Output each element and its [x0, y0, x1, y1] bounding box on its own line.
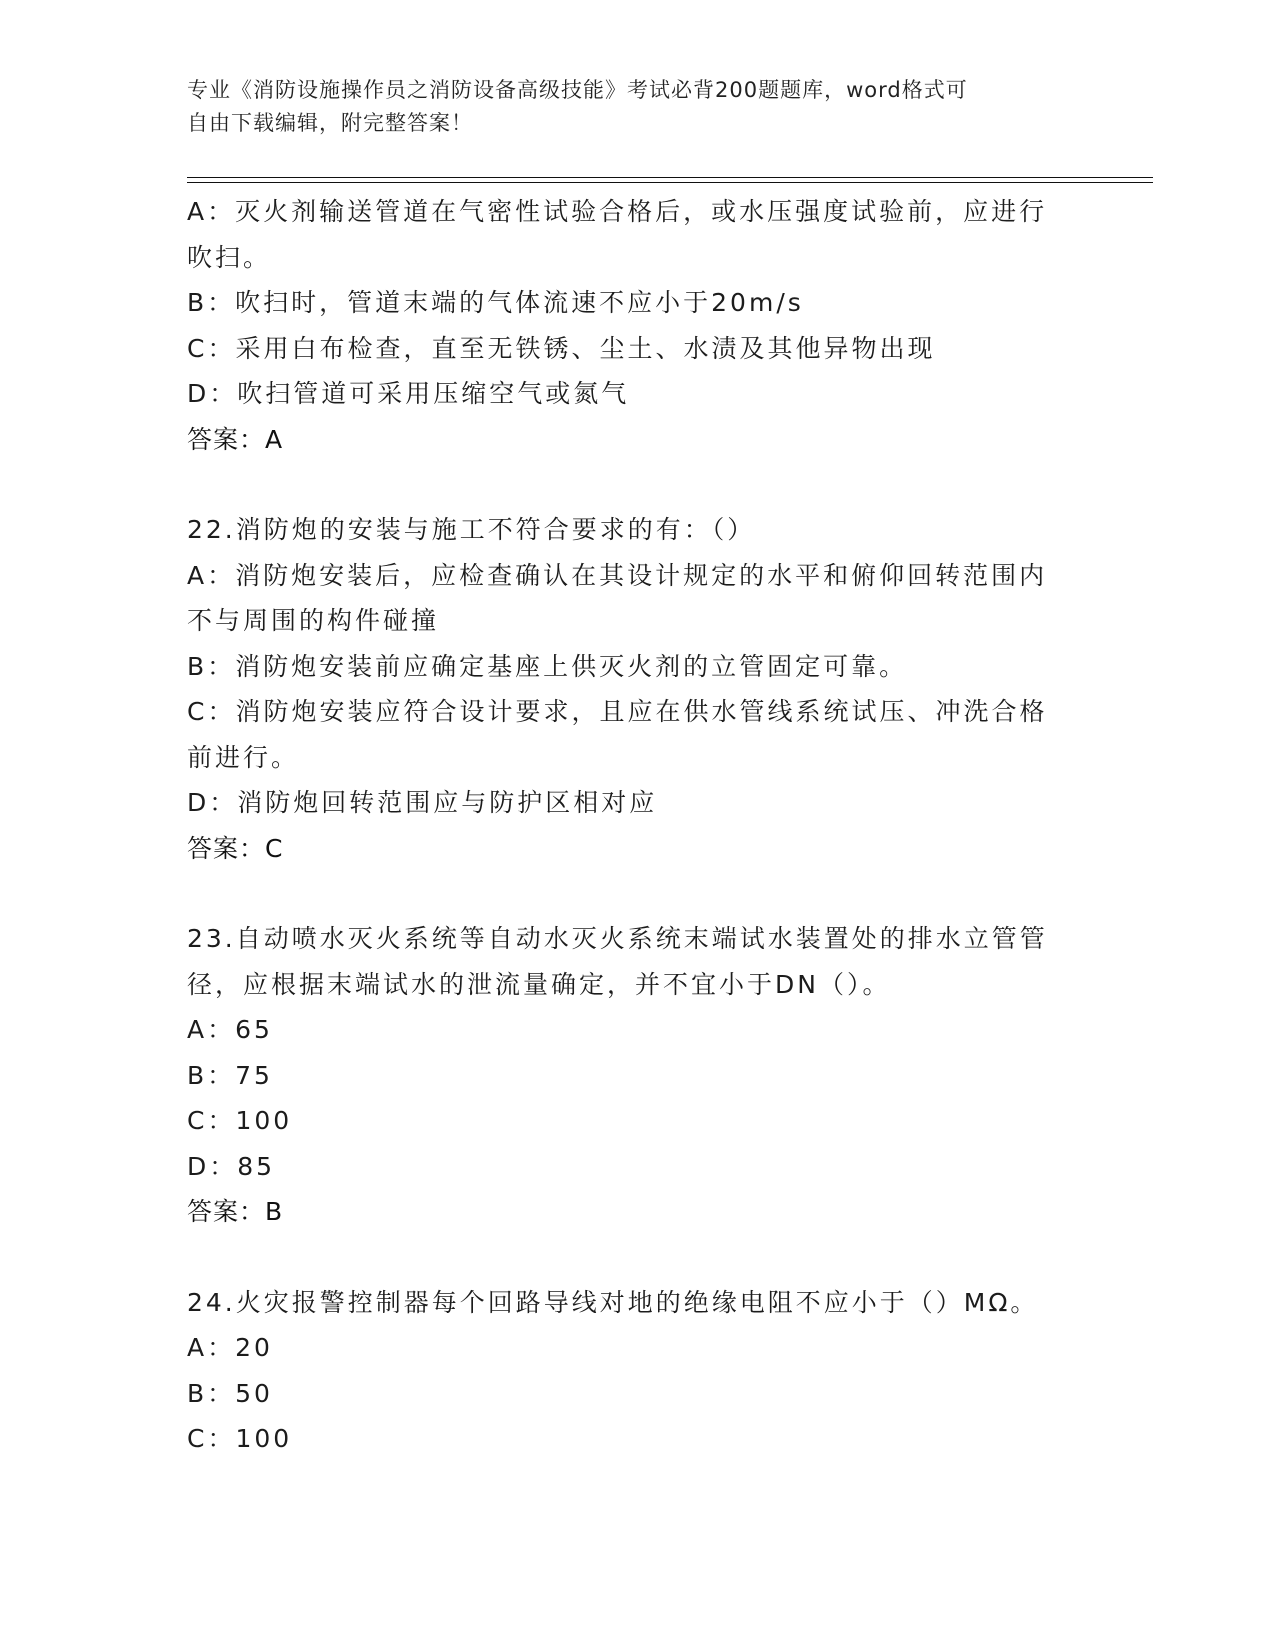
option-a-line-1: A：消防炮安装后，应检查确认在其设计规定的水平和俯仰回转范围内: [187, 560, 1048, 590]
header-line-1: 专业《消防设施操作员之消防设备高级技能》考试必背200题题库，word格式可: [187, 78, 968, 102]
option-a-line-2: 吹扫。: [187, 242, 272, 272]
option-b: B：消防炮安装前应确定基座上供灭火剂的立管固定可靠。: [187, 651, 908, 681]
question-24: [187, 1280, 1087, 1462]
option-b: B：75: [187, 1060, 273, 1090]
option-a-line-1: A：灭火剂输送管道在气密性试验合格后，或水压强度试验前，应进行: [187, 197, 1048, 226]
option-b: B：50: [187, 1378, 273, 1408]
question-stem-line-2: 径，应根据末端试水的泄流量确定，并不宜小于DN（）。: [187, 969, 891, 999]
option-c-line-1: C：消防炮安装应符合设计要求，且应在供水管线系统试压、冲洗合格: [187, 697, 1048, 726]
option-b: B：吹扫时，管道末端的气体流速不应小于20m/s: [187, 288, 804, 317]
spacer: [187, 1235, 1087, 1280]
option-c: C：采用白布检查，直至无铁锈、尘土、水渍及其他异物出现: [187, 333, 936, 363]
answer: 答案：B: [187, 1197, 284, 1226]
option-d: D：吹扫管道可采用压缩空气或氮气: [187, 379, 630, 408]
spacer: [187, 462, 1087, 507]
document-body: [187, 189, 1087, 1462]
spacer: [187, 871, 1087, 916]
header-divider-bottom: [187, 182, 1153, 183]
option-d: D：85: [187, 1151, 276, 1181]
question-21-options: [187, 189, 1087, 462]
question-stem: 22.消防炮的安装与施工不符合要求的有：（）: [187, 515, 756, 544]
answer: 答案：C: [187, 833, 284, 863]
option-d: D：消防炮回转范围应与防护区相对应: [187, 788, 658, 817]
option-a-line-2: 不与周围的构件碰撞: [187, 606, 440, 635]
option-c-line-2: 前进行。: [187, 742, 300, 772]
question-22: [187, 507, 1087, 871]
header-divider-top: [187, 177, 1153, 178]
question-23: [187, 916, 1087, 1235]
option-c: C：100: [187, 1106, 293, 1135]
question-stem-line-1: 23.自动喷水灭火系统等自动水灭火系统末端试水装置处的排水立管管: [187, 924, 1048, 953]
header-line-2: 自由下载编辑，附完整答案！: [187, 111, 473, 135]
option-a: A：20: [187, 1333, 273, 1362]
question-stem: 24.火灾报警控制器每个回路导线对地的绝缘电阻不应小于（）MΩ。: [187, 1287, 1039, 1317]
answer: 答案：A: [187, 424, 284, 454]
option-a: A：65: [187, 1015, 273, 1044]
document-header: [187, 74, 1067, 140]
option-c: C：100: [187, 1424, 293, 1453]
